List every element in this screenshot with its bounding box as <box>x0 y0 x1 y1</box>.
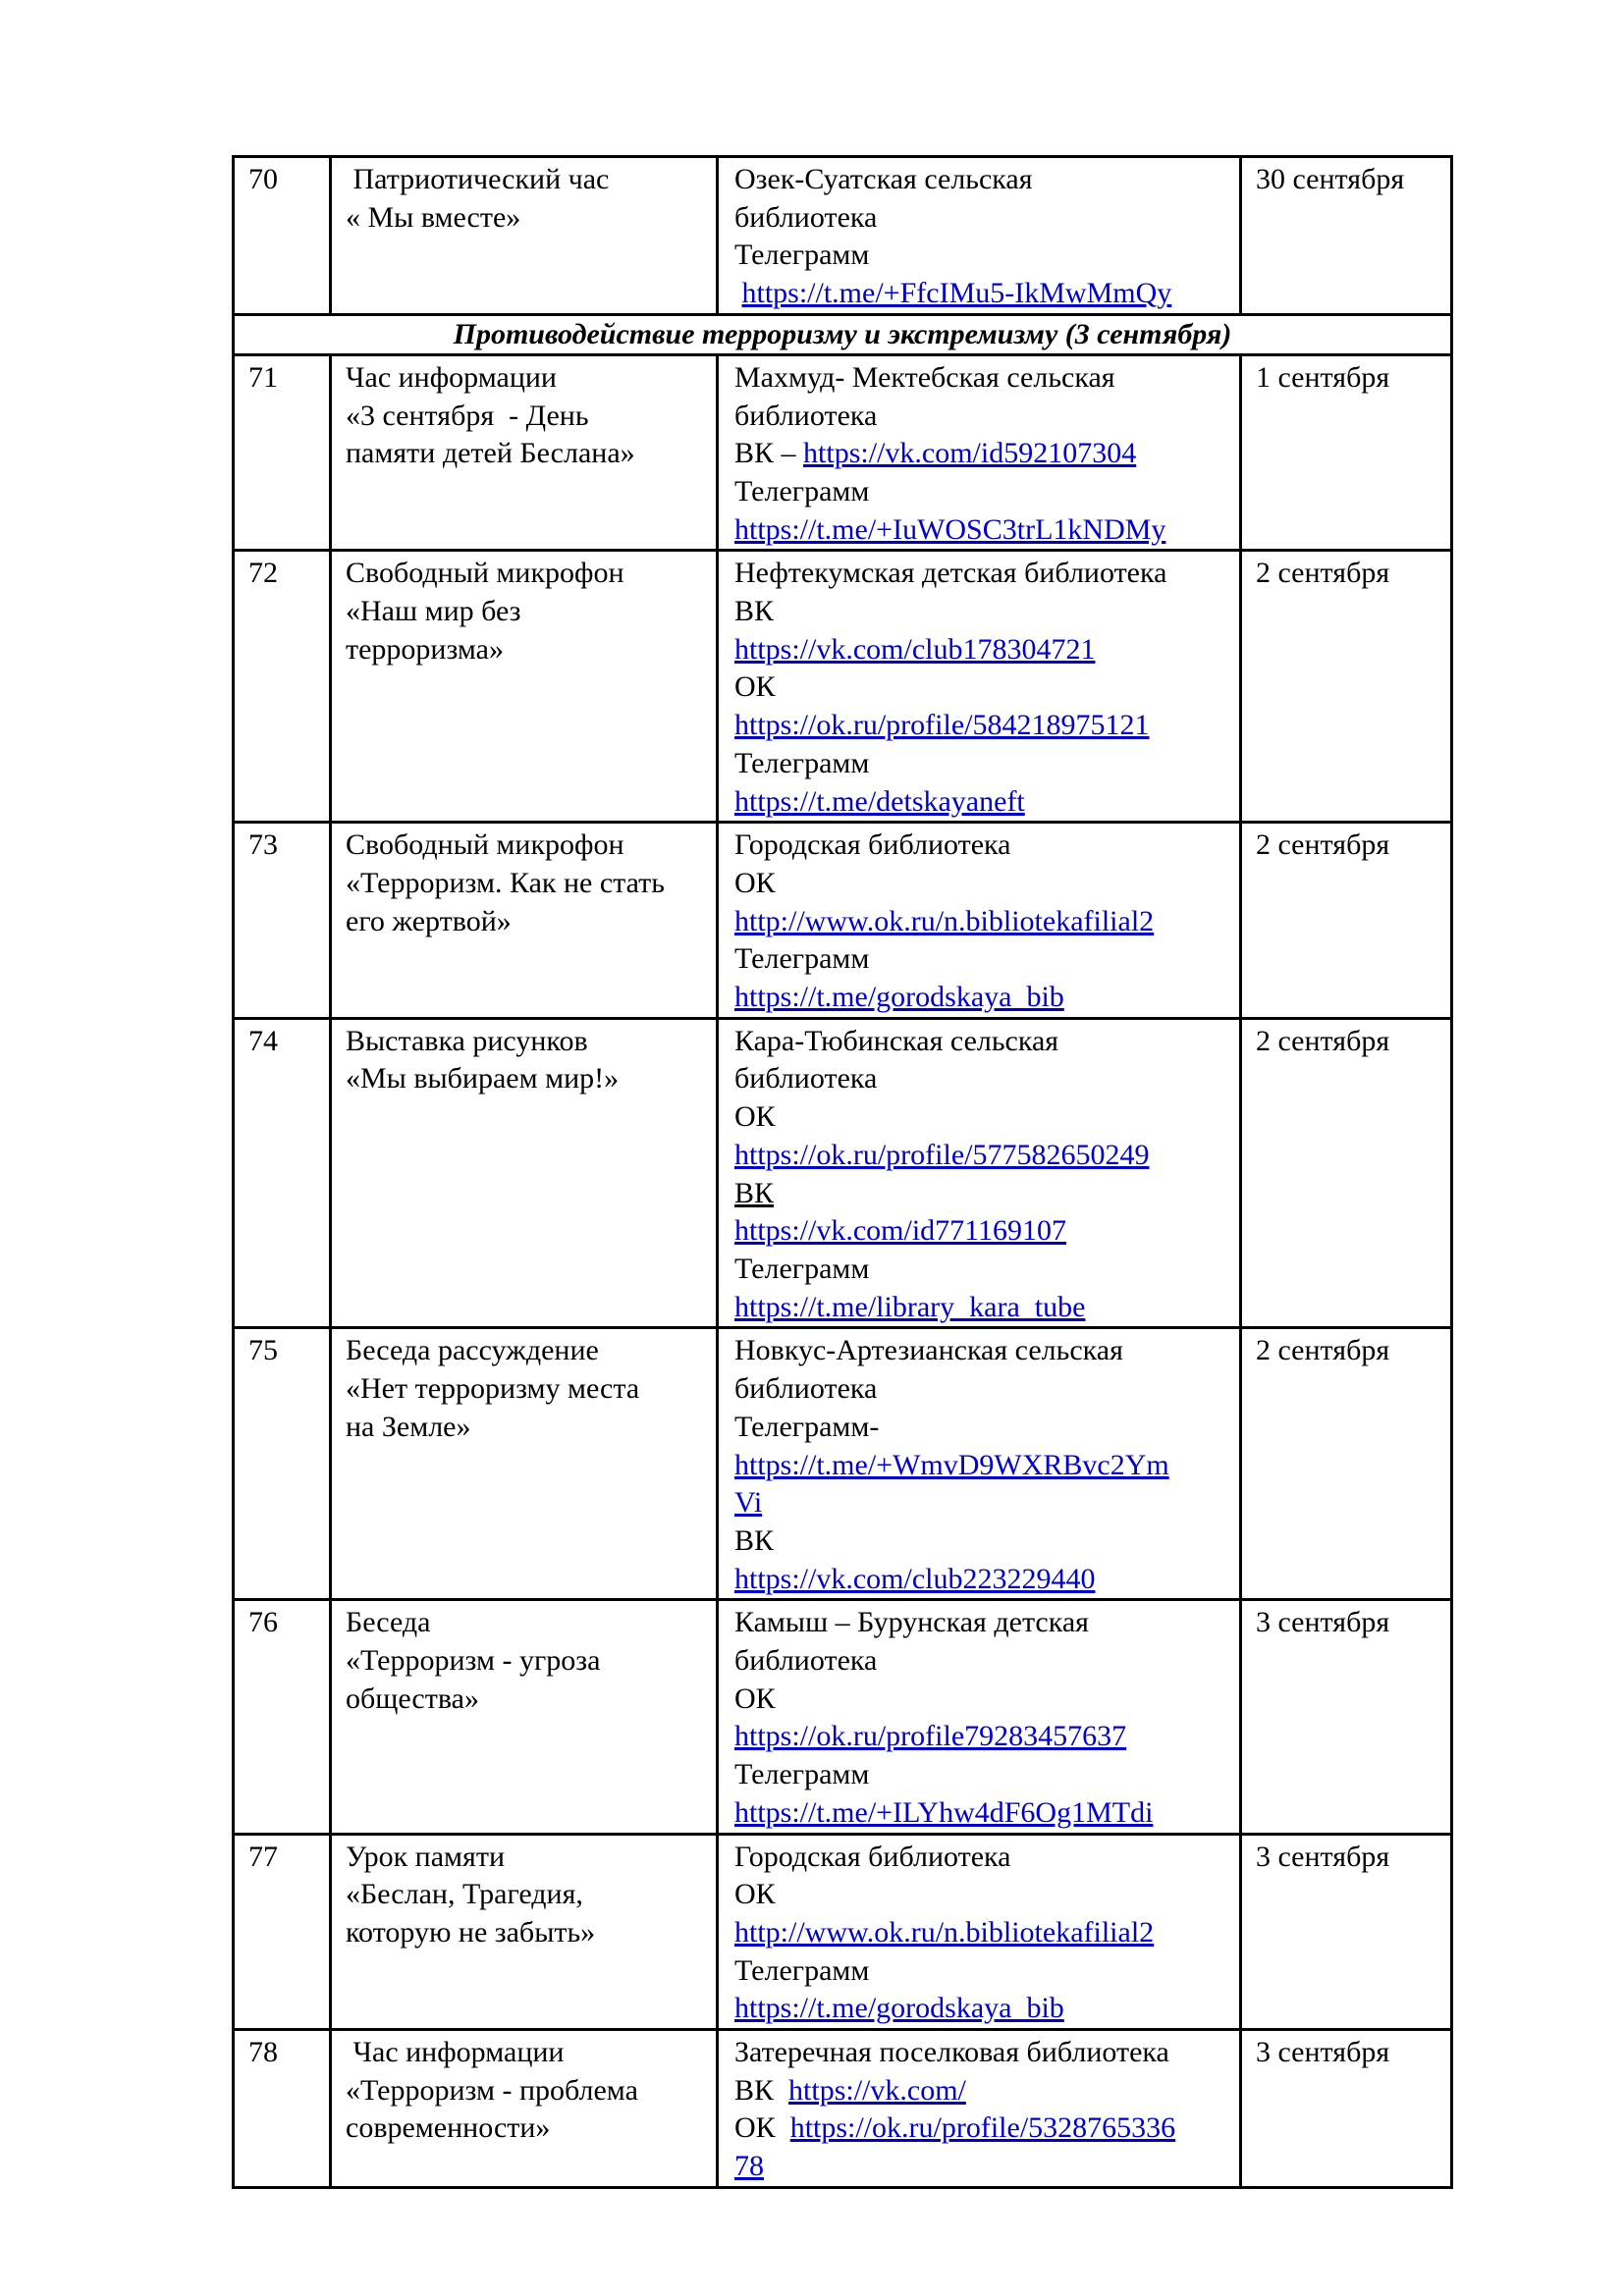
venue-text: ОК <box>734 1878 776 1911</box>
social-link[interactable]: https://t.me/+FfcIMu5-IkMwMmQy <box>741 277 1172 310</box>
table-row <box>234 1600 1452 1834</box>
social-link[interactable]: https://t.me/+WmvD9WXRBvc2Ym <box>734 1448 1169 1481</box>
venue-line <box>734 511 1235 550</box>
table-row <box>234 1834 1452 2030</box>
venue-text: Нефтекумская детская библиотека <box>734 557 1167 590</box>
event-title-cell <box>331 354 718 551</box>
venue-line <box>734 979 1235 1017</box>
venue-line <box>734 1990 1235 2028</box>
section-heading: Противодействие терроризму и экстремизму (3 сентября) <box>234 314 1452 354</box>
event-title-line: Беседа <box>346 1606 431 1639</box>
venue-text: библиотека <box>734 1062 878 1095</box>
venue-text: Телеграмм <box>734 942 870 976</box>
venue-text: Телеграмм- <box>734 1410 880 1443</box>
table-row <box>234 354 1452 551</box>
venue-line <box>734 1952 1235 1991</box>
venue-line <box>734 1289 1235 1327</box>
table-row <box>234 157 1452 315</box>
event-title-cell <box>331 823 718 1019</box>
event-date: 2 сентября <box>1241 823 1452 1019</box>
event-title-line: его жертвой» <box>346 904 512 937</box>
table-row <box>234 551 1452 823</box>
event-title-cell <box>331 1328 718 1600</box>
venue-line <box>734 1332 1235 1370</box>
venue-line <box>734 398 1235 436</box>
social-link[interactable]: http://www.ok.ru/n.bibliotekafilial2 <box>734 1915 1155 1949</box>
network-label <box>734 277 742 309</box>
venue-text: Кара-Тюбинская сельская <box>734 1024 1059 1057</box>
venue-text: библиотека <box>734 1644 878 1678</box>
social-link[interactable]: https://t.me/+ILYhw4dF6Og1MTdi <box>734 1795 1154 1829</box>
table-row <box>234 2030 1452 2188</box>
venue-text: ОК <box>734 670 776 704</box>
network-label: ВК – <box>734 437 804 470</box>
venue-text: Телеграмм <box>734 239 870 272</box>
venue-text: Телеграмм <box>734 1252 870 1285</box>
venue-cell <box>718 1834 1241 2030</box>
social-link[interactable]: https://vk.com/ <box>788 2073 966 2107</box>
venue-line <box>734 1756 1235 1794</box>
event-title-line: «Наш мир без <box>346 595 521 628</box>
venue-line <box>734 1876 1235 1914</box>
section-row <box>234 314 1452 354</box>
venue-cell <box>718 1600 1241 1834</box>
venue-text: Новкус-Артезианская сельская <box>734 1334 1123 1367</box>
venue-line <box>734 1023 1235 1061</box>
venue-cell <box>718 1018 1241 1328</box>
event-number: 73 <box>234 823 331 1019</box>
social-link[interactable]: https://ok.ru/profile/5328765336 <box>789 2111 1176 2145</box>
venue-line <box>734 2148 1235 2186</box>
section-body <box>234 314 1452 354</box>
venue-line <box>734 1060 1235 1098</box>
event-title-line: которую не забыть» <box>346 1915 596 1949</box>
venue-line <box>734 435 1235 473</box>
venue-text: ОК <box>734 866 776 899</box>
venue-text: Городская библиотека <box>734 1840 1011 1873</box>
events-table <box>232 155 1453 2189</box>
social-link[interactable]: Vi <box>734 1486 763 1520</box>
venue-cell <box>718 157 1241 315</box>
event-number: 77 <box>234 1834 331 2030</box>
venue-line <box>734 555 1235 593</box>
venue-text: Телеграмм <box>734 1953 870 1987</box>
table-body <box>234 354 1452 2187</box>
event-date: 3 сентября <box>1241 2030 1452 2188</box>
social-link[interactable]: https://t.me/gorodskaya_bib <box>734 1992 1064 2025</box>
venue-text: библиотека <box>734 200 878 234</box>
event-number: 76 <box>234 1600 331 1834</box>
venue-line <box>734 1447 1235 1485</box>
venue-line <box>734 1839 1235 1877</box>
venue-text: Камыш – Бурунская детская <box>734 1606 1089 1639</box>
event-title-cell <box>331 551 718 823</box>
venue-line <box>734 359 1235 398</box>
venue-line <box>734 1604 1235 1642</box>
event-date: 2 сентября <box>1241 1328 1452 1600</box>
social-link[interactable]: 78 <box>734 2150 764 2183</box>
social-link[interactable]: http://www.ok.ru/n.bibliotekafilial2 <box>734 904 1155 937</box>
table-body-before <box>234 157 1452 315</box>
venue-line <box>734 1098 1235 1137</box>
event-title-line: Выставка рисунков <box>346 1024 588 1057</box>
event-title-line: «Терроризм. Как не стать <box>346 866 665 899</box>
venue-line <box>734 1561 1235 1599</box>
event-title-line: Свободный микрофон <box>346 828 624 862</box>
venue-line <box>734 1212 1235 1251</box>
event-title-cell <box>331 2030 718 2188</box>
venue-text: библиотека <box>734 399 878 432</box>
network-label: ОК <box>734 2111 790 2145</box>
venue-line <box>734 593 1235 631</box>
event-title-line: «Мы выбираем мир!» <box>346 1062 620 1095</box>
venue-cell <box>718 1328 1241 1600</box>
event-title-line: памяти детей Беслана» <box>346 437 635 470</box>
event-title-line: Патриотический час <box>346 163 610 195</box>
event-title-cell <box>331 1600 718 1834</box>
venue-line <box>734 1137 1235 1175</box>
network-label: ВК <box>734 1176 775 1209</box>
venue-line <box>734 903 1235 941</box>
event-title-line: «Терроризм - угроза <box>346 1644 601 1678</box>
event-title-line: «Нет терроризму места <box>346 1372 640 1406</box>
venue-text: Озек-Суатская сельская <box>734 163 1033 195</box>
venue-line <box>734 1484 1235 1522</box>
venue-line <box>734 275 1235 313</box>
social-link[interactable]: https://ok.ru/profile/584218975121 <box>734 709 1150 742</box>
venue-line <box>734 707 1235 745</box>
venue-line <box>734 1794 1235 1833</box>
event-title-cell <box>331 157 718 315</box>
venue-text: ВК <box>734 1523 775 1557</box>
venue-line <box>734 161 1235 199</box>
venue-text: ОК <box>734 1682 776 1715</box>
social-link[interactable]: https://vk.com/club223229440 <box>734 1562 1096 1595</box>
venue-line <box>734 940 1235 979</box>
event-title-line: Час информации <box>346 2036 565 2069</box>
venue-line <box>734 199 1235 238</box>
venue-line <box>734 1914 1235 1952</box>
event-title-line: «Беслан, Трагедия, <box>346 1878 583 1911</box>
venue-line <box>734 237 1235 275</box>
social-link[interactable]: https://t.me/+IuWOSC3trL1kNDMy <box>734 512 1166 546</box>
venue-line <box>734 1681 1235 1719</box>
event-title-line: на Земле» <box>346 1410 471 1443</box>
venue-cell <box>718 2030 1241 2188</box>
event-number: 71 <box>234 354 331 551</box>
event-title-line: Беседа рассуждение <box>346 1334 599 1367</box>
event-date: 2 сентября <box>1241 1018 1452 1328</box>
venue-text: ВК <box>734 595 775 628</box>
event-number: 74 <box>234 1018 331 1328</box>
venue-line <box>734 2109 1235 2148</box>
venue-text: библиотека <box>734 1372 878 1406</box>
table-row <box>234 1018 1452 1328</box>
table-row <box>234 823 1452 1019</box>
social-link[interactable]: https://ok.ru/profile79283457637 <box>734 1720 1127 1753</box>
venue-line <box>734 473 1235 511</box>
venue-line <box>734 745 1235 783</box>
network-label: ВК <box>734 2073 789 2107</box>
venue-line <box>734 668 1235 707</box>
event-title-line: общества» <box>346 1682 479 1715</box>
event-title-line: терроризма» <box>346 632 505 666</box>
venue-line <box>734 1370 1235 1409</box>
social-link[interactable]: https://vk.com/id771169107 <box>734 1214 1067 1248</box>
event-date: 1 сентября <box>1241 354 1452 551</box>
event-number: 78 <box>234 2030 331 2188</box>
venue-line <box>734 783 1235 822</box>
event-date: 30 сентября <box>1241 157 1452 315</box>
event-title-line: Свободный микрофон <box>346 557 624 590</box>
venue-text: Телеграмм <box>734 1758 870 1791</box>
venue-text: Телеграмм <box>734 474 870 507</box>
social-link[interactable]: https://t.me/gorodskaya_bib <box>734 981 1064 1014</box>
venue-line <box>734 2072 1235 2110</box>
event-title-cell <box>331 1834 718 2030</box>
venue-line <box>734 2034 1235 2072</box>
venue-line <box>734 1522 1235 1561</box>
venue-text: Телеграмм <box>734 746 870 779</box>
venue-line <box>734 1718 1235 1756</box>
event-title-line: Урок памяти <box>346 1840 505 1873</box>
event-title-line: « Мы вместе» <box>346 200 521 234</box>
venue-text: Махмуд- Мектебская сельская <box>734 360 1115 394</box>
social-link[interactable]: https://vk.com/id592107304 <box>803 437 1137 470</box>
social-link[interactable]: https://vk.com/club178304721 <box>734 632 1096 666</box>
venue-line <box>734 1409 1235 1447</box>
venue-line <box>734 827 1235 865</box>
event-date: 2 сентября <box>1241 551 1452 823</box>
social-link[interactable]: https://t.me/library_kara_tube <box>734 1290 1086 1323</box>
venue-text: ОК <box>734 1100 776 1134</box>
event-number: 75 <box>234 1328 331 1600</box>
venue-line <box>734 631 1235 669</box>
event-title-line: современности» <box>346 2111 551 2145</box>
venue-cell <box>718 823 1241 1019</box>
venue-cell <box>718 354 1241 551</box>
social-link[interactable]: https://t.me/detskayaneft <box>734 784 1025 818</box>
venue-text: Затеречная поселковая библиотека <box>734 2036 1169 2069</box>
event-number: 72 <box>234 551 331 823</box>
event-date: 3 сентября <box>1241 1600 1452 1834</box>
venue-line <box>734 1642 1235 1681</box>
event-title-line: «3 сентября - День <box>346 399 589 432</box>
event-title-cell <box>331 1018 718 1328</box>
event-title-line: Час информации <box>346 360 557 394</box>
table-row <box>234 1328 1452 1600</box>
social-link[interactable]: https://ok.ru/profile/577582650249 <box>734 1138 1150 1171</box>
event-date: 3 сентября <box>1241 1834 1452 2030</box>
venue-line <box>734 1251 1235 1289</box>
venue-cell <box>718 551 1241 823</box>
venue-text: Городская библиотека <box>734 828 1011 862</box>
venue-line <box>734 865 1235 903</box>
event-title-line: «Терроризм - проблема <box>346 2073 638 2107</box>
event-number: 70 <box>234 157 331 315</box>
venue-line <box>734 1175 1235 1213</box>
